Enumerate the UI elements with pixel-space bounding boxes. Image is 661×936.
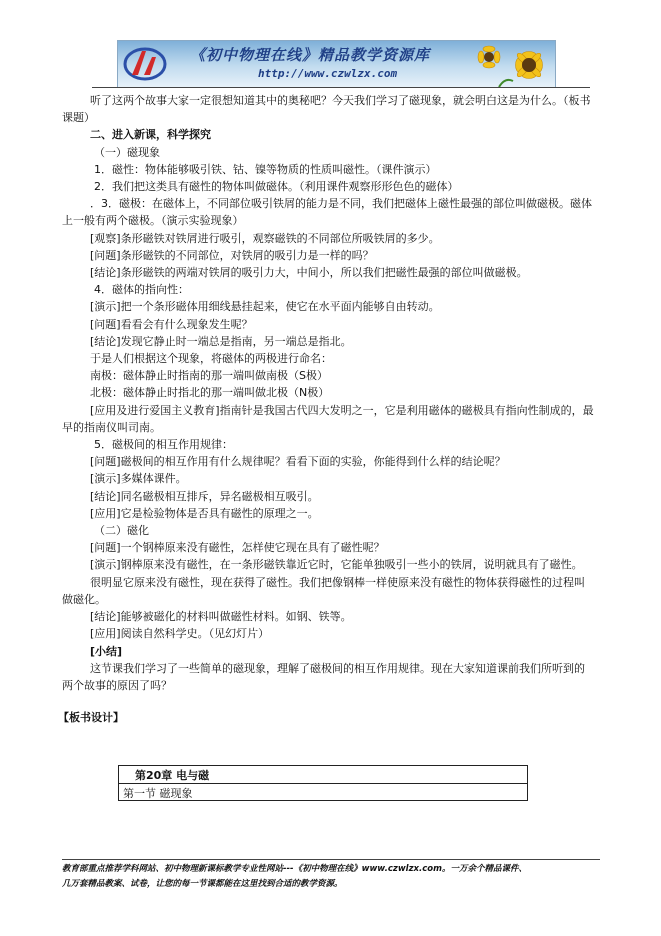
- board-design-table: [118, 765, 528, 801]
- footer-line-2: 几万套精品教案、试卷，让您的每一节课都能在这里找到合适的教学资源。: [62, 879, 343, 889]
- footer: [62, 862, 602, 892]
- header-banner: [117, 40, 556, 88]
- paragraph: [演示]钢棒原来没有磁性，在一条形磁铁靠近它时，它能单独吸引一些小的铁屑，说明就具有了磁性。: [90, 558, 583, 572]
- header-rule: [92, 87, 590, 88]
- paragraph: [观察]条形磁铁对铁屑进行吸引，观察磁铁的不同部位所吸铁屑的多少。: [90, 231, 440, 245]
- paragraph: [应用及进行爱国主义教育]指南针是我国古代四大发明之一，它是利用磁体的磁极具有指向性制成的，最早的指南仪叫司南。: [62, 403, 594, 434]
- paragraph: [小结]: [90, 644, 123, 658]
- paragraph: 1．磁性：物体能够吸引铁、钴、镍等物质的性质叫磁性。（课件演示）: [94, 162, 437, 176]
- paragraph: [问题]看看会有什么现象发生呢？: [90, 317, 253, 331]
- paragraph: ．3．磁极：在磁体上，不同部位吸引铁屑的能力是不同，我们把磁体上磁性最强的部位叫做磁极。磁体上一般有两个磁极。（演示实验现象）: [62, 197, 592, 228]
- paragraph: 5．磁极间的相互作用规律：: [94, 438, 233, 452]
- paragraph: 这节课我们学习了一些简单的磁现象，理解了磁极间的相互作用规律。现在大家知道课前我们所听到的两个故事的原因了吗？: [62, 661, 585, 692]
- paragraph: [结论]发现它静止时一端总是指南，另一端总是指北。: [90, 334, 352, 348]
- paragraph: [问题]一个钢棒原来没有磁性，怎样使它现在具有了磁性呢？: [90, 541, 385, 555]
- paragraph: 二、进入新课，科学探究: [90, 128, 211, 142]
- paragraph: [结论]条形磁铁的两端对铁屑的吸引力大，中间小，所以我们把磁性最强的部位叫做磁极。: [90, 266, 528, 280]
- paragraph: [问题]条形磁铁的不同部位，对铁屑的吸引力是一样的吗？: [90, 248, 374, 262]
- paragraph: 2．我们把这类具有磁性的物体叫做磁体。（利用课件观察形形色色的磁体）: [94, 180, 459, 194]
- paragraph: [演示]把一个条形磁体用细线悬挂起来，使它在水平面内能够自由转动。: [90, 300, 440, 314]
- sunflower-icon: [459, 41, 555, 87]
- paragraph: 南极：磁体静止时指南的那一端叫做南极（S极）: [90, 369, 328, 383]
- paragraph: 4．磁体的指向性：: [94, 283, 189, 297]
- board-section: 第一节 磁现象: [123, 787, 193, 800]
- paragraph: 北极：磁体静止时指北的那一端叫做北极（N极）: [90, 386, 330, 400]
- banner-url: http://www.czwlzx.com: [258, 67, 398, 80]
- board-chapter-row: [119, 766, 527, 784]
- paragraph: 听了这两个故事大家一定很想知道其中的奥秘吧？今天我们学习了磁现象，就会明白这是为什么。（板书课题）: [62, 94, 591, 125]
- paragraph: （二）磁化: [94, 524, 149, 538]
- site-logo-icon: [122, 45, 168, 83]
- paragraph: 很明显它原来没有磁性，现在获得了磁性。我们把像钢棒一样使原来没有磁性的物体获得磁性的过程叫做磁化。: [62, 575, 585, 606]
- paragraph: [结论]能够被磁化的材料叫做磁性材料。如钢、铁等。: [90, 610, 352, 624]
- footer-line-1: 教育部重点推荐学科网站、初中物理新课标教学专业性网站---《初中物理在线》www.czwlzx.com。一万余个精品课件、: [62, 864, 527, 874]
- footer-rule: [62, 859, 600, 860]
- board-chapter: 第20章 电与磁: [135, 769, 210, 782]
- board-design-title: 【板书设计】: [58, 711, 124, 725]
- lesson-body: [58, 92, 594, 726]
- paragraph: [演示]多媒体课件。: [90, 472, 187, 486]
- paragraph: [结论]同名磁极相互排斥，异名磁极相互吸引。: [90, 489, 319, 503]
- paragraph: [应用]它是检验物体是否具有磁性的原理之一。: [90, 506, 319, 520]
- paragraph: [应用]阅读自然科学史。（见幻灯片）: [90, 627, 270, 641]
- banner-title: 《初中物理在线》精品教学资源库: [190, 46, 431, 64]
- paragraph: （一）磁现象: [94, 145, 160, 159]
- paragraph: [问题]磁极间的相互作用有什么规律呢？看看下面的实验，你能得到什么样的结论呢？: [90, 455, 506, 469]
- paragraph: 于是人们根据这个现象，将磁体的两极进行命名：: [90, 352, 332, 366]
